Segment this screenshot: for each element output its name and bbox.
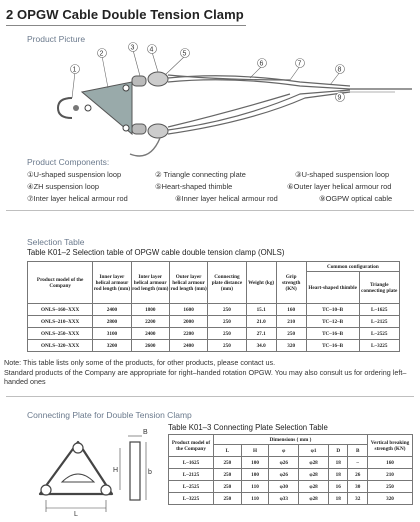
- selection-cell: 2600: [131, 340, 169, 352]
- selection-cell: TC–16–B: [306, 328, 359, 340]
- page-header: [6, 6, 246, 26]
- selection-row: [28, 304, 400, 316]
- dim-H: H: [113, 467, 119, 474]
- selection-cell: 250: [276, 328, 306, 340]
- selection-cell: 2800: [93, 316, 131, 328]
- callout-4: 4: [149, 46, 154, 54]
- u-loop-1-part: [58, 98, 79, 118]
- selection-cell: L–1625: [359, 304, 399, 316]
- plate-cell: 250: [214, 457, 242, 469]
- plate-side-view: [128, 436, 146, 500]
- upper-armour-rods-part: [168, 75, 350, 89]
- plate-dim-col: B: [348, 445, 368, 457]
- component-1: ①U-shaped suspension loop: [27, 170, 122, 179]
- selection-cell: ONLS–210–XXX: [28, 316, 93, 328]
- plate-cell: 18: [328, 493, 348, 505]
- plate-cell: φ26: [269, 469, 299, 481]
- selection-table: [27, 261, 400, 352]
- selection-cell: 2000: [169, 316, 207, 328]
- col-model: Product model of the Company: [28, 262, 93, 304]
- plate-cell: 100: [241, 469, 269, 481]
- selection-cell: 1800: [131, 304, 169, 316]
- col-inner: Inner layer helical armour rod length (mm): [93, 262, 131, 304]
- components-heading: Product Components:: [27, 157, 110, 167]
- plate-cell: 110: [241, 493, 269, 505]
- callout-6: 6: [259, 60, 264, 68]
- plate-cell: 16: [328, 481, 348, 493]
- selection-row: [28, 328, 400, 340]
- selection-cell: 250: [208, 304, 246, 316]
- selection-cell: ONLS–250–XXX: [28, 328, 93, 340]
- plate-cell: 30: [348, 481, 368, 493]
- plate-cell: 250: [368, 481, 413, 493]
- selection-cell: 250: [208, 328, 246, 340]
- components-rule: [6, 210, 414, 211]
- plate-cell: 250: [214, 469, 242, 481]
- col-triangle: Triangle connecting plate: [359, 272, 399, 304]
- selection-cell: 320: [276, 340, 306, 352]
- selection-cell: 34.0: [246, 340, 276, 352]
- selection-cell: 3100: [93, 328, 131, 340]
- plate-dim-col: φ: [269, 445, 299, 457]
- components-list: [27, 169, 417, 205]
- plate-cell: 100: [241, 457, 269, 469]
- plate-cell: φ28: [299, 469, 329, 481]
- plate-col-load: Vertical breaking strength (KN): [368, 435, 413, 457]
- triangle-plate-drawing: [40, 442, 112, 495]
- callout-7: 7: [297, 60, 302, 68]
- selection-cell: 1600: [169, 304, 207, 316]
- plate-cell: 210: [368, 469, 413, 481]
- component-2: ② Triangle connecting plate: [155, 170, 246, 179]
- component-7: ⑦Inter layer helical armour rod: [27, 194, 128, 203]
- dim-B: B: [143, 429, 148, 436]
- plate-cell: 250: [214, 481, 242, 493]
- component-4: ④ZH suspension loop: [27, 182, 99, 191]
- plate-col-dimensions: Dimensions ( mm ): [214, 435, 368, 445]
- plate-table: [168, 434, 413, 505]
- plate-row: [169, 469, 413, 481]
- plate-dim-col: H: [241, 445, 269, 457]
- page-title: 2 OPGW Cable Double Tension Clamp: [6, 7, 244, 22]
- callout-2: 2: [99, 50, 104, 58]
- plate-dim-col: L: [214, 445, 242, 457]
- component-3: ③U-shaped suspension loop: [295, 170, 390, 179]
- selection-row: [28, 316, 400, 328]
- selection-cell: 21.0: [246, 316, 276, 328]
- plate-cell: 32: [348, 493, 368, 505]
- callout-1: 1: [72, 66, 77, 74]
- plate-cell: 160: [368, 457, 413, 469]
- selection-note: [4, 358, 414, 387]
- component-9: ⑨OGPW optical cable: [319, 194, 393, 203]
- selection-cell: TC–10–B: [306, 304, 359, 316]
- selection-cell: L–3225: [359, 340, 399, 352]
- callout-3: 3: [130, 44, 135, 52]
- selection-caption: Table K01–2 Selection table of OPGW cable double tension clamp (ONLS): [27, 248, 285, 257]
- product-picture: [0, 42, 420, 157]
- plate-cell: L–2525: [169, 481, 214, 493]
- product-picture-heading: Product Picture: [27, 34, 86, 44]
- plate-dimensions: [46, 448, 120, 512]
- plate-row: [169, 457, 413, 469]
- plate-cell: φ28: [299, 481, 329, 493]
- note-rule: [6, 396, 414, 397]
- callout-9: 9: [337, 94, 342, 102]
- plate-cell: 110: [241, 481, 269, 493]
- dim-b: b: [148, 469, 152, 476]
- col-grip: Grip strength (KN): [276, 262, 306, 304]
- dim-L: L: [74, 511, 78, 518]
- selection-cell: ONLS–320–XXX: [28, 340, 93, 352]
- triangle-plate-part: [82, 82, 132, 134]
- selection-cell: ONLS–160–XXX: [28, 304, 93, 316]
- selection-cell: 27.1: [246, 328, 276, 340]
- plate-heading: Connecting Plate for Double Tension Clamp: [27, 410, 192, 420]
- col-plate: Connecting plate distance (mm): [208, 262, 246, 304]
- plate-cell: 26: [348, 469, 368, 481]
- plate-drawing: [0, 424, 165, 522]
- plate-cell: φ33: [269, 493, 299, 505]
- selection-cell: 210: [276, 316, 306, 328]
- plate-cell: 18: [328, 469, 348, 481]
- col-thimble: Heart-shaped thimble: [306, 272, 359, 304]
- plate-dim-col: D: [328, 445, 348, 457]
- col-weight: Weight (kg): [246, 262, 276, 304]
- component-8: ⑧Inner layer helical armour rod: [175, 194, 278, 203]
- plate-cell: φ28: [299, 493, 329, 505]
- plate-cell: φ30: [269, 481, 299, 493]
- plate-cell: φ28: [299, 457, 329, 469]
- selection-cell: 250: [208, 340, 246, 352]
- selection-cell: 2400: [169, 340, 207, 352]
- note-line-1: Note: This table lists only some of the products, for other products, please contact us.: [4, 358, 276, 367]
- component-6: ⑥Outer layer helical armour rod: [287, 182, 392, 191]
- plate-cell: –: [348, 457, 368, 469]
- col-outer: Outer layer helical armour rod length (mm): [169, 262, 207, 304]
- selection-cell: 2200: [131, 316, 169, 328]
- selection-cell: 2400: [93, 304, 131, 316]
- selection-cell: 2200: [169, 328, 207, 340]
- plate-cell: 320: [368, 493, 413, 505]
- callout-5: 5: [182, 50, 187, 58]
- plate-row: [169, 481, 413, 493]
- plate-caption: Table K01–3 Connecting Plate Selection Table: [168, 423, 328, 432]
- selection-cell: L–2525: [359, 328, 399, 340]
- note-line-2: Standard products of the Company are appropriate for right–handed rotation OPGW. You may also consult us for ordering left–handed ones: [4, 367, 407, 386]
- selection-cell: 15.1: [246, 304, 276, 316]
- plate-cell: φ26: [269, 457, 299, 469]
- selection-cell: TC–16–B: [306, 340, 359, 352]
- plate-row: [169, 493, 413, 505]
- plate-cell: 250: [214, 493, 242, 505]
- selection-cell: 250: [208, 316, 246, 328]
- selection-row: [28, 340, 400, 352]
- plate-col-model: Product model of the Company: [169, 435, 214, 457]
- lower-armour-rods-part: [168, 90, 350, 134]
- selection-cell: L–2125: [359, 316, 399, 328]
- plate-dim-col: φ1: [299, 445, 329, 457]
- upper-fittings-part: [132, 72, 168, 86]
- lower-fittings-part: [132, 124, 168, 138]
- plate-cell: L–3225: [169, 493, 214, 505]
- title-rule: [6, 25, 246, 26]
- selection-heading: Selection Table: [27, 237, 85, 247]
- selection-cell: 2400: [131, 328, 169, 340]
- col-common: Common configuration: [306, 262, 399, 272]
- col-inter: Inter layer helical armour rod length (mm): [131, 262, 169, 304]
- selection-cell: TC–12–B: [306, 316, 359, 328]
- selection-cell: 160: [276, 304, 306, 316]
- plate-cell: 18: [328, 457, 348, 469]
- plate-cell: L–2125: [169, 469, 214, 481]
- component-5: ⑤Heart-shaped thimble: [155, 182, 233, 191]
- plate-cell: L–1625: [169, 457, 214, 469]
- selection-cell: 3200: [93, 340, 131, 352]
- callout-8: 8: [337, 66, 342, 74]
